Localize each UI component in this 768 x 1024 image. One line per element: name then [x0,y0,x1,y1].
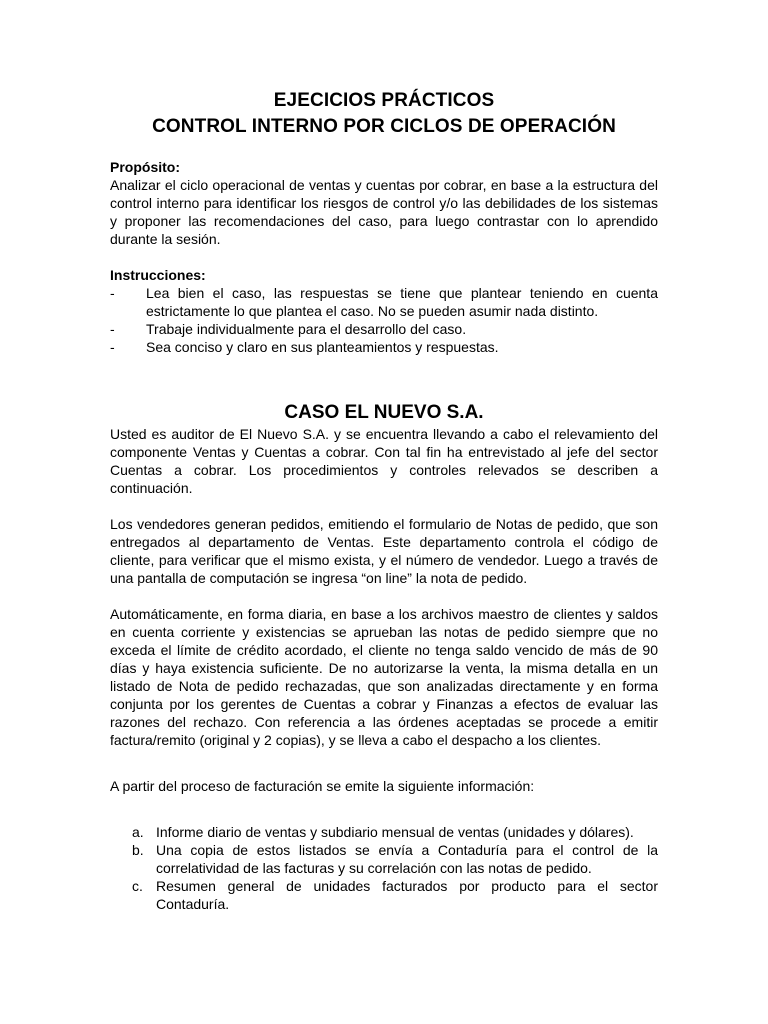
caso-paragraph: Automáticamente, en forma diaria, en base a los archivos maestro de clientes y saldos en cuenta corriente y existencias se aprueban las notas de pedido siempre que no exceda el límite de crédito acordado, el cliente no tenga saldo vencido de más de 90 días y haya existencia suficiente. De no autorizarse la venta, la misma detalla en un listado de Nota de pedido rechazadas, que son analizadas directamente y en forma conjunta por los gerentes de Cuentas a cobrar y Finanzas a efectos de evaluar las razones del rechazo. Con referencia a las órdenes aceptadas se procede a emitir factura/remito (original y 2 copias), y se lleva a cabo el despacho a los clientes. [110,606,658,748]
list-item-text: Trabaje individualmente para el desarrollo del caso. [146,321,467,337]
list-item-text: Informe diario de ventas y subdiario mensual de ventas (unidades y dólares). [156,824,634,840]
caso-info-list [110,823,658,913]
caso-section [110,401,658,913]
list-bullet: - [110,321,115,337]
list-item-text: Sea conciso y claro en sus planteamientos y respuestas. [146,339,499,355]
title-line-2: CONTROL INTERNO POR CICLOS DE OPERACIÓN [152,116,616,137]
proposito-section [110,158,658,248]
list-bullet: - [110,285,115,301]
instrucciones-label: Instrucciones: [110,267,206,283]
list-item [110,320,658,338]
list-letter: c. [132,878,143,894]
proposito-text: Analizar el ciclo operacional de ventas y cuentas por cobrar, en base a la estructura del control interno para identificar los riesgos de control y/o las debilidades de los sistemas y proponer las recomendaciones del caso, para luego contrastar con lo aprendido durante la sesión. [110,177,658,247]
list-letter: b. [132,842,144,858]
instrucciones-list [110,284,658,356]
title-line-1: EJECICIOS PRÁCTICOS [273,90,495,111]
caso-paragraph: Usted es auditor de El Nuevo S.A. y se encuentra llevando a cabo el relevamiento del componente Ventas y Cuentas a cobrar. Con tal fin ha entrevistado al jefe del sector Cuentas a cobrar. Los procedimientos y controles relevados se describen a continuación. [110,426,658,496]
instrucciones-section [110,266,658,356]
document-title [110,0,658,140]
list-item [110,284,658,320]
list-item [132,823,658,841]
list-item-text: Una copia de estos listados se envía a Contaduría para el control de la correlatividad de las facturas y su correlación con las notas de pedido. [156,842,658,876]
proposito-label: Propósito: [110,159,180,175]
list-item-text: Resumen general de unidades facturados por producto para el sector Contaduría. [156,878,658,912]
caso-paragraph: Los vendedores generan pedidos, emitiendo el formulario de Notas de pedido, que son entregados al departamento de Ventas. Este departamento controla el código de cliente, para verificar que el mismo exista, y el número de vendedor. Luego a través de una pantalla de computación se ingresa “on line” la nota de pedido. [110,516,658,586]
caso-paragraph: A partir del proceso de facturación se emite la siguiente información: [110,778,535,794]
list-letter: a. [132,824,144,840]
list-item [132,877,658,913]
caso-title: CASO EL NUEVO S.A. [284,402,484,423]
list-item-text: Lea bien el caso, las respuestas se tiene que plantear teniendo en cuenta estrictamente lo que plantea el caso. No se pueden asumir nada distinto. [146,285,658,319]
list-bullet: - [110,339,115,355]
list-item [132,841,658,877]
list-item [110,338,658,356]
